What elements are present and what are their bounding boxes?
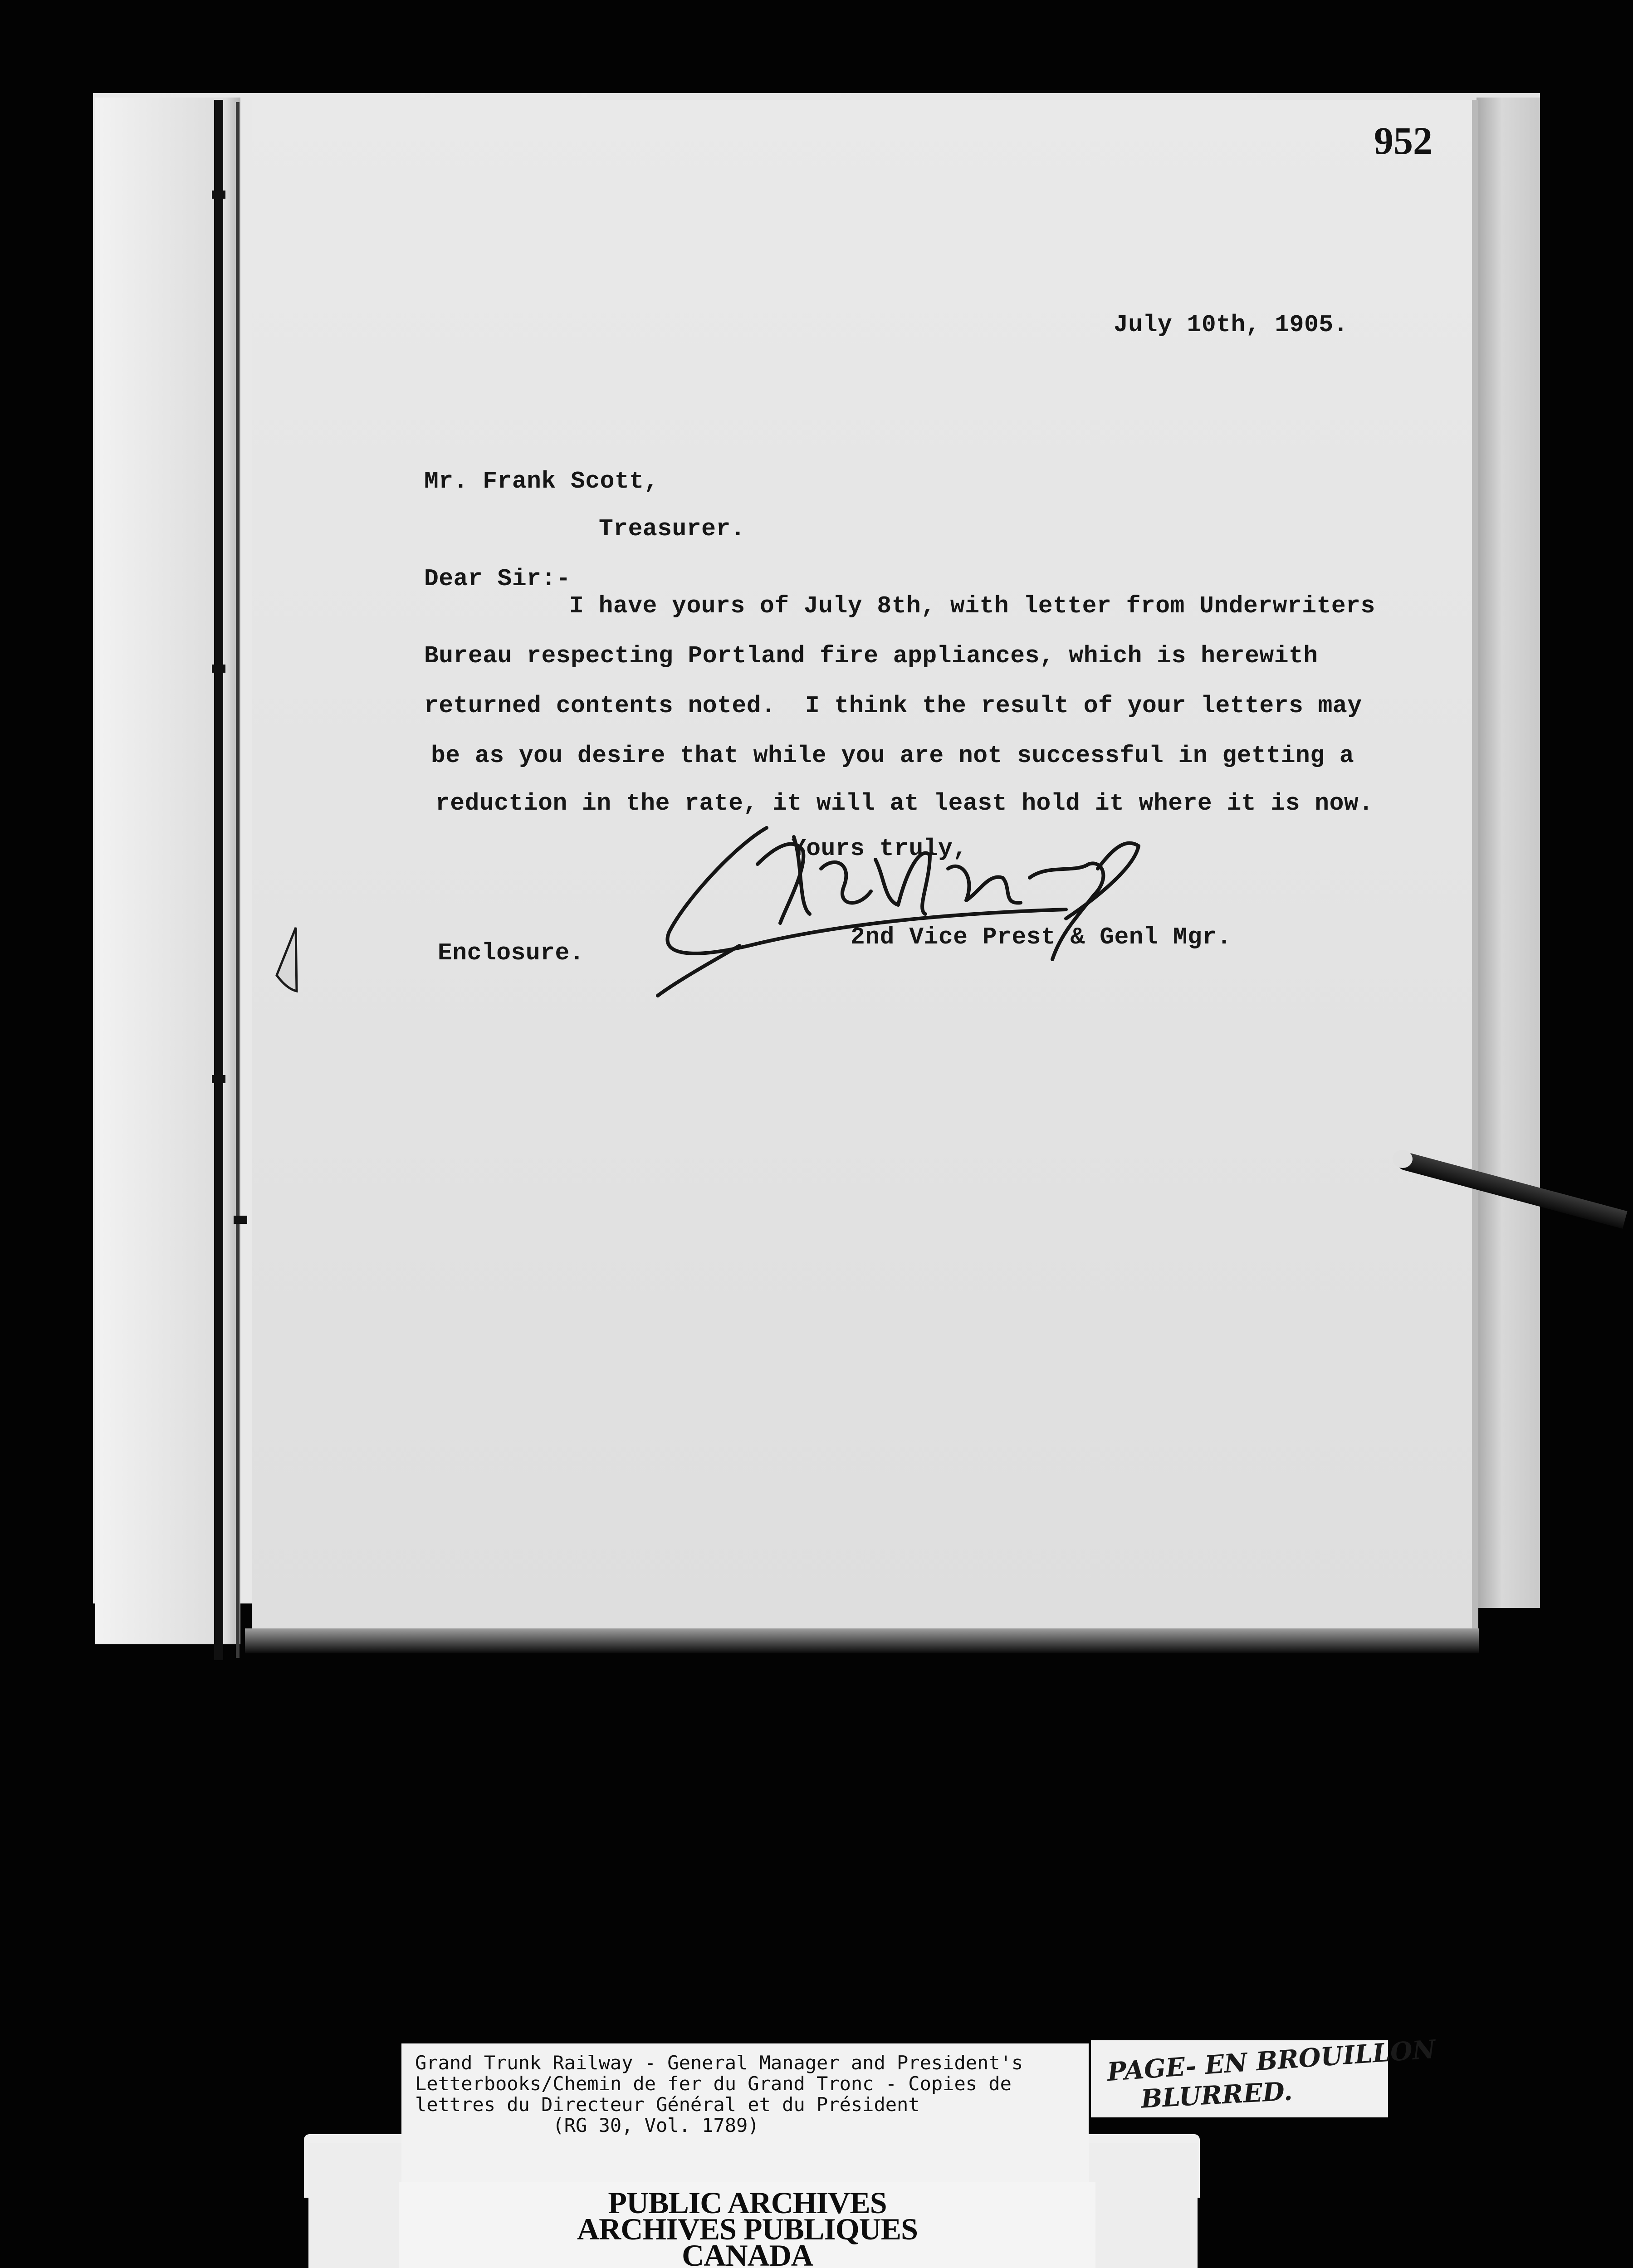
handwritten-note-line: BLURRED. xyxy=(1140,2076,1293,2114)
recipient-name: Mr. Frank Scott, xyxy=(424,468,659,495)
catalog-line: lettres du Directeur Général et du Président xyxy=(415,2093,920,2116)
catalog-line: Grand Trunk Railway - General Manager and President's xyxy=(415,2052,1023,2074)
binding-stitch xyxy=(234,1216,247,1224)
body-line: Bureau respecting Portland fire appliances, which is herewith xyxy=(424,642,1318,670)
body-line: be as you desire that while you are not successful in getting a xyxy=(431,742,1354,769)
archives-stamp-line: PUBLIC ARCHIVES xyxy=(608,2185,887,2220)
sheet-right-edge xyxy=(1477,98,1540,1608)
pencil-tip xyxy=(1393,1150,1413,1168)
closing: Yours truly, xyxy=(792,835,968,862)
signer-title: 2nd Vice Prest & Genl Mgr. xyxy=(851,924,1232,951)
archives-stamp-line: ARCHIVES PUBLIQUES xyxy=(577,2212,918,2246)
body-line: returned contents noted. I think the result of your letters may xyxy=(424,692,1362,719)
salutation: Dear Sir:- xyxy=(424,565,571,592)
body-line: reduction in the rate, it will at least hold it where it is now. xyxy=(435,790,1374,817)
letter-date: July 10th, 1905. xyxy=(1114,311,1348,338)
binding-line xyxy=(214,100,223,1660)
archives-stamp-line: CANADA xyxy=(682,2238,813,2268)
recipient-title: Treasurer. xyxy=(599,515,746,543)
handwritten-signature xyxy=(631,810,1198,1000)
sheet-bottom-shadow xyxy=(245,1628,1479,1653)
binding-stitch xyxy=(212,191,225,199)
binding-stitch xyxy=(212,1075,225,1083)
handwritten-note xyxy=(1091,2034,1437,2117)
catalog-line: Letterbooks/Chemin de fer du Grand Tronc - Copies de xyxy=(415,2072,1012,2095)
body-line: I have yours of July 8th, with letter from Underwriters xyxy=(569,592,1375,620)
handwritten-note-line: PAGE- EN BROUILLON xyxy=(1106,2034,1437,2087)
binding-line-inner xyxy=(236,102,240,1658)
binding-stitch xyxy=(212,665,225,673)
catalog-line: (RG 30, Vol. 1789) xyxy=(415,2114,759,2136)
page-tab-notch xyxy=(273,925,298,993)
page-number: 952 xyxy=(1374,119,1433,162)
enclosure-note: Enclosure. xyxy=(438,939,585,967)
